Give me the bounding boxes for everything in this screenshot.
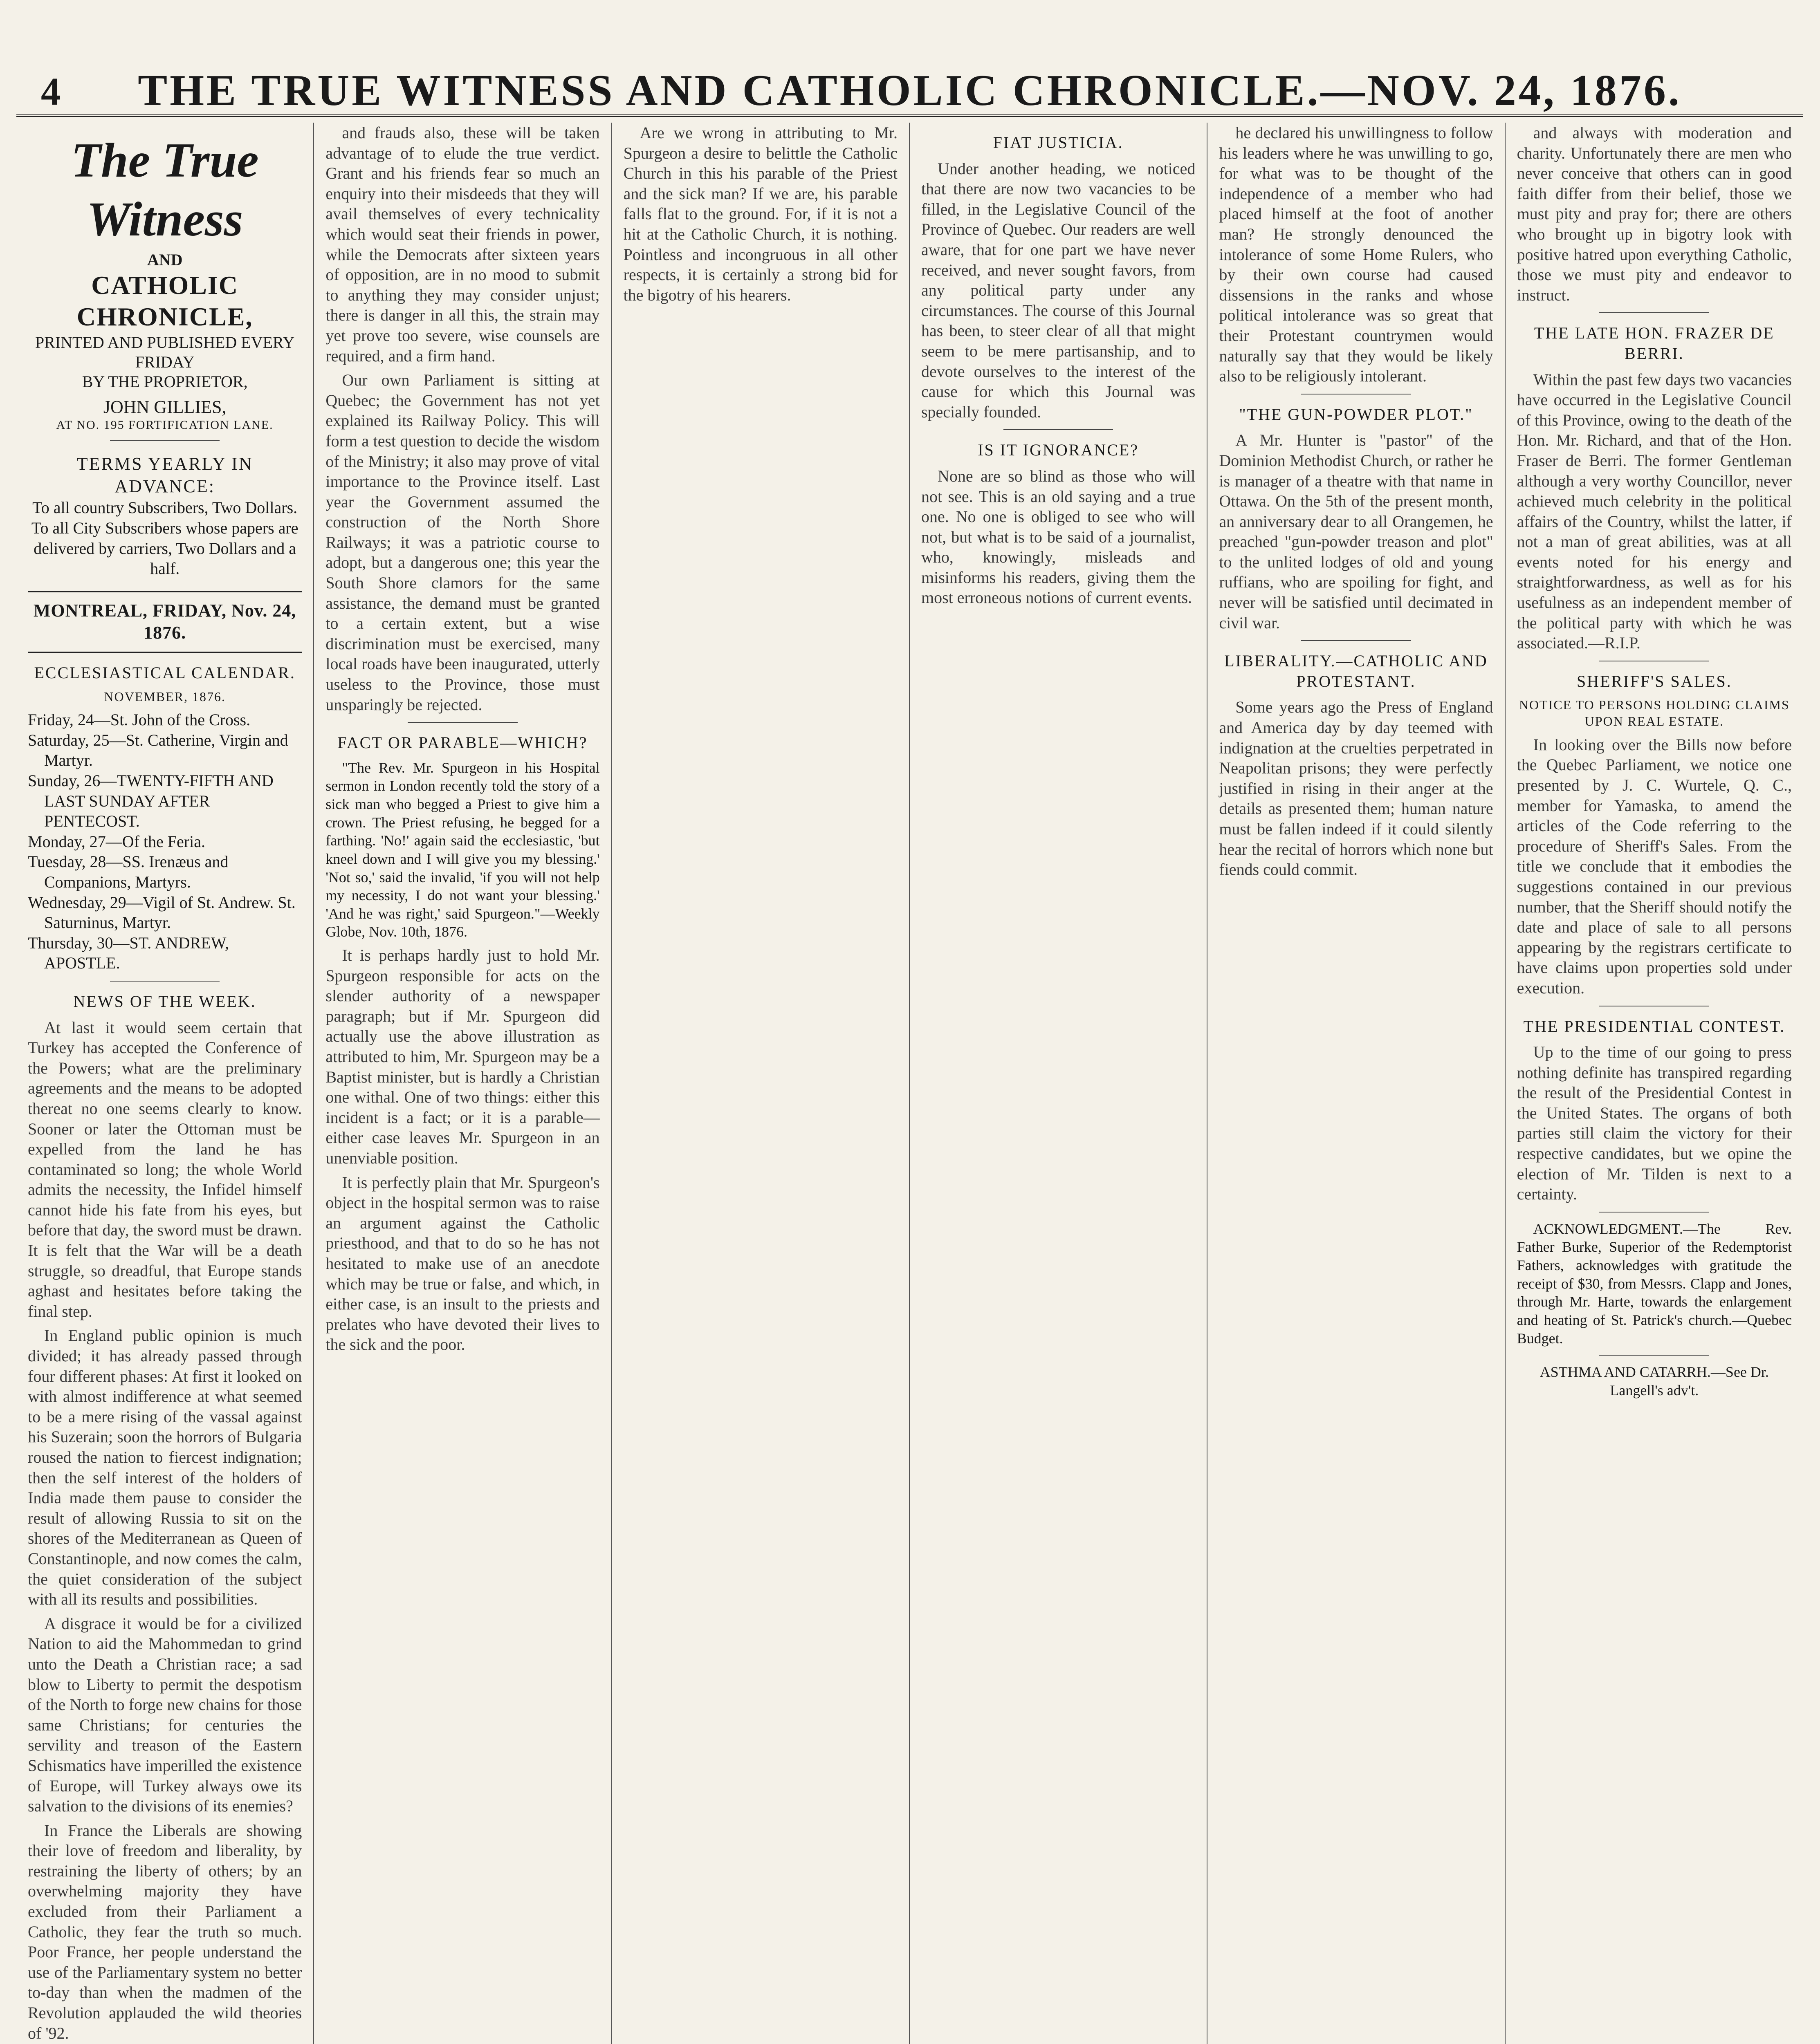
article-body-liberality: [1219, 697, 1493, 879]
article-heading-gunpowder: "THE GUN-POWDER PLOT.": [1239, 405, 1473, 424]
paragraph: It is perfectly plain that Mr. Spurgeon's object in the hospital sermon was to raise an argument against the Catholic priesthood, and that to do so he has not hesitated to make use of an anecdote which may be true or false, and which, in either case, is an insult to the priests and prelates who have devoted their lives to the sick and the poor.: [325, 1173, 600, 1354]
article-body-continued: [624, 123, 898, 305]
proprietor-name: JOHN GILLIES,: [103, 397, 227, 417]
nameplate-subtitle: CATHOLIC CHRONICLE,: [76, 271, 253, 331]
printed-line: PRINTED AND PUBLISHED EVERY FRIDAY: [35, 333, 295, 371]
calendar-entry: Sunday, 26—TWENTY-FIFTH AND LAST SUNDAY AFTER PENTECOST.: [28, 771, 274, 831]
paragraph: At last it would seem certain that Turkey has accepted the Conference of the Powers; what are the preliminary agreements and the means to be adopted thereat no one seems clearly to know. Sooner or later the Ottoman must be expelled from the land he has contaminated so long; the whole World admits the necessity, the Infidel himself cannot hide his fate from his eyes, but before that day, the sword must be drawn. It is felt that the War will be a death struggle, so dreadful, that Europe stands aghast and hesitates before taking the final step.: [28, 1018, 302, 1320]
article-body-ignorance: [921, 466, 1195, 608]
column-1: [16, 123, 314, 2044]
divider: [1599, 312, 1709, 313]
terms-city: To all City Subscribers whose papers are delivered by carriers, Two Dollars and a half.: [31, 519, 298, 578]
nameplate: [28, 131, 302, 433]
nameplate-title: The True Witness: [71, 133, 259, 246]
article-body-contest: [1517, 1042, 1792, 1204]
paragraph: In France the Liberals are showing their love of freedom and liberality, by restraining the liberty of others; by an overwhelming majority they have excluded from their Parliament a Catholic, they fear the truth so much. Poor France, her people understand the use of the Parliamentary system no better to-day than when the madmen of the Revolution applauded the wild theories of '92.: [28, 1821, 302, 2042]
page-number: 4: [41, 69, 61, 113]
article-heading-ignorance: IS IT IGNORANCE?: [978, 441, 1139, 459]
paragraph: he declared his unwillingness to follow his leaders where he was unwilling to go, for what was to be thought of the independence of a member who had placed himself at the foot of another man? He strongly denounced the intolerance of some Home Rulers, who by their own course had caused dissensions in the ranks and whose political intolerance was so great that their Protestant countrymen would naturally say that they would be likely also to be religiously intolerant.: [1219, 123, 1493, 385]
subscription-terms: [28, 453, 302, 578]
divider: [28, 591, 302, 592]
paragraph: and frauds also, these will be taken advantage of to elude the true verdict. Grant and his friends fear so much an enquiry into their misdeeds that they will avail themselves of every technicality which would seat their friends in power, while the Democrats after sixteen years of opposition, are in no mood to submit to anything they may consider unjust; there is danger in all this, the strain may yet prove too severe, wise counsels are required, and a firm hand.: [325, 123, 600, 365]
article-body-news: [28, 1018, 302, 2044]
divider: [408, 722, 517, 723]
paragraph: Up to the time of our going to press nothing definite has transpired regarding the result of the Presidential Contest in the United States. The organs of both parties still claim the victory for their respective candidates, but we opine the election of Mr. Tilden is next to a certainty.: [1517, 1043, 1792, 1204]
calendar-list: [28, 710, 302, 973]
article-heading-news: NEWS OF THE WEEK.: [73, 992, 256, 1011]
article-heading-fact: FACT OR PARABLE—WHICH?: [337, 733, 588, 752]
nameplate-and: AND: [147, 251, 183, 269]
paragraph: Under another heading, we noticed that there are now two vacancies to be filled, in the Legislative Council of the Province of Quebec. Our readers are well aware, that for one part we have never received, and never sought favors, from any political party under any circumstances. The course of this Journal has been, to steer clear of all that might seem to be mere partisanship, and to devote ourselves to the interest of the cause for which this Journal was specially founded.: [921, 159, 1196, 421]
by-line: BY THE PROPRIETOR,: [82, 372, 248, 391]
calendar-heading: ECCLESIASTICAL CALENDAR.: [34, 663, 296, 682]
article-body-continued: [325, 123, 599, 715]
calendar-entry: Friday, 24—St. John of the Cross.: [28, 710, 251, 729]
advertisement-reference: ASTHMA AND CATARRH.—See Dr. Langell's adv't.: [1539, 1364, 1769, 1399]
paragraph: A disgrace it would be for a civilized Nation to aid the Mahommedan to grind unto the Death a Christian race; a sad blow to Liberty to permit the despotism of the North to forge new chains for those same Christians; for centuries the servility and treason of the Eastern Schismatics have imperilled the existence of Europe, will Turkey always owe its salvation to the divisions of its enemies?: [28, 1614, 302, 1815]
sheriff-subheading: NOTICE TO PERSONS HOLDING CLAIMS UPON REAL ESTATE.: [1519, 697, 1790, 729]
article-body-continued: [1517, 123, 1792, 305]
article-heading-fiat: FIAT JUSTICIA.: [993, 133, 1124, 152]
divider: [110, 981, 220, 982]
paragraph: None are so blind as those who will not see. This is an old saying and a true one. No one is obliged to see who will not, but what is to be said of a journalist, who, knowingly, misleads and misinforms his readers, giving them the most erroneous notions of current events.: [921, 466, 1196, 607]
paragraph: In looking over the Bills now before the Quebec Parliament, we notice one presented by J. C. Wurtele, Q. C., member for Yamaska, to amend the articles of the Code referring to the procedure of Sheriff's Sales. From the title we conclude that it embodies the suggestions contained in our previous number, that the Sheriff should notify the date and place of sale to all persons appearing by the registrars certificate to have claims upon properties sold under execution.: [1517, 735, 1792, 997]
divider: [1003, 429, 1113, 430]
article-body-fiat: [921, 159, 1195, 422]
divider: [1301, 640, 1411, 641]
paragraph: Within the past few days two vacancies have occurred in the Legislative Council of this Province, owing to the death of the Hon. Mr. Richard, and that of the Hon. Fraser de Berri. The former Gentleman although a very worthy Councillor, never achieved much celebrity in the political affairs of the Country, whilst the latter, if not a man of great abilities, was at all events noted for his energy and straightforwardness, as well as for his usefulness as an independent member of the political party with which he was associated.—R.I.P.: [1517, 370, 1792, 652]
calendar-entry: Thursday, 30—ST. ANDREW, APOSTLE.: [28, 933, 229, 973]
article-heading-contest: THE PRESIDENTIAL CONTEST.: [1523, 1017, 1786, 1035]
article-body-frazer: [1517, 370, 1792, 653]
newspaper-columns: [16, 123, 1803, 2044]
dateline: MONTREAL, FRIDAY, Nov. 24, 1876.: [33, 600, 296, 643]
paragraph: Some years ago the Press of England and America day by day teemed with indignation at the cruelties perpetrated in Neapolitan prisons; they were perfectly justified in rising in their anger at the details as presented them; human nature must be fallen indeed if it could silently hear the recital of horrors which none but fiends could commit.: [1219, 698, 1493, 879]
calendar-entry: Monday, 27—Of the Feria.: [28, 832, 205, 851]
divider: [1599, 1355, 1709, 1356]
column-4: [910, 123, 1207, 2044]
article-heading-sheriff: SHERIFF'S SALES.: [1576, 672, 1732, 690]
calendar-entry: Wednesday, 29—Vigil of St. Andrew. St. Saturninus, Martyr.: [28, 893, 296, 932]
terms-heading: TERMS YEARLY IN ADVANCE:: [76, 454, 253, 496]
divider: [110, 440, 220, 441]
paragraph: A Mr. Hunter is "pastor" of the Dominion Methodist Church, or rather he is manager of a theatre with that name in Ottawa. On the 5th of the present month, an anniversary dear to all Orangemen, he preached "gun-powder treason and plot" to the unlited lodges of old and young ruffians, who are spoiling for fight, and never will be satisfied until decimated in civil war.: [1219, 431, 1493, 632]
divider: [28, 652, 302, 653]
office-address: AT NO. 195 FORTIFICATION LANE.: [56, 418, 274, 432]
terms-country: To all country Subscribers, Two Dollars.: [32, 498, 298, 517]
calendar-month: NOVEMBER, 1876.: [104, 689, 226, 704]
divider: [1599, 1212, 1709, 1213]
column-6: [1506, 123, 1803, 2044]
paragraph: and always with moderation and charity. Unfortunately there are men who never conceive that others can in good faith differ from their belief, those we must pity and pray for; there are others who brought up in bigotry look with positive hatred upon everything Catholic, those we must pity and endeavor to instruct.: [1517, 123, 1792, 304]
article-heading-frazer: THE LATE HON. FRAZER DE BERRI.: [1534, 324, 1775, 363]
paragraph: It is perhaps hardly just to hold Mr. Spurgeon responsible for acts on the slender authority of a newspaper paragraph; but if Mr. Spurgeon did actually use the above illustration as attributed to him, Mr. Spurgeon may be a Baptist minister, but is hardly a Christian one withal. One of two things: either this incident is a fact; or it is a parable—either case leaves Mr. Spurgeon in an unenviable position.: [325, 946, 600, 1167]
article-heading-liberality: LIBERALITY.—CATHOLIC AND PROTESTANT.: [1224, 652, 1488, 690]
column-3: [612, 123, 910, 2044]
paragraph: Are we wrong in attributing to Mr. Spurgeon a desire to belittle the Catholic Church in this his parable of the Priest and the sick man? If we are, his parable falls flat to the ground. For, if it is not a hit at the Catholic Church, it is nothing. Pointless and incongruous in all other respects, it is certainly a strong bid for the bigotry of his hearers.: [623, 123, 898, 304]
column-5: [1207, 123, 1505, 2044]
spurgeon-quote: "The Rev. Mr. Spurgeon in his Hospital sermon in London recently told the story of a sick man who begged a Priest to give him a crown. The Priest refusing, he begged for a farthing. 'No!' again said the ecclesiastic, 'but kneel down and I will give you my blessing.' 'Not so,' said the invalid, 'if you will not help my necessity, I do not want your blessing.' 'And he was right,' said Spurgeon."—Weekly Globe, Nov. 10th, 1876.: [325, 759, 600, 940]
article-body-fact: [325, 945, 599, 1355]
paragraph: Our own Parliament is sitting at Quebec; the Government has not yet explained its Railway Policy. This will form a test question to decide the wisdom of the Ministry; it also may prove of vital importance to the Province itself. Last year the Government assumed the construction of the North Shore Railways; it was a patriotic course to adopt, but a dangerous one; this year the South Shore clamors for the same assistance, the demand must be granted to a certain extent, but a wise discrimination must be exercised, many local roads have been inaugurated, utterly useless to the Province, those must unsparingly be rejected.: [325, 371, 600, 714]
masthead: [16, 61, 1803, 117]
article-body-sheriff: [1517, 735, 1792, 998]
article-body-continued: [1219, 123, 1493, 386]
column-2: [314, 123, 612, 2044]
paragraph: In England public opinion is much divided; it has already passed through four different phases: At first it looked on with almost indifference at what seemed to be a mere rising of the vassal against his Suzerain; soon the horrors of Bulgaria roused the nation to fiercest indignation; then the self interest of the holders of India made them pause to consider the result of allowing Russia to sit on the shores of the Mediterranean as Queen of Constantinople, and now comes the calm, the quiet consideration of the subject with all its results and possibilities.: [28, 1326, 302, 1609]
article-body-gunpowder: [1219, 430, 1493, 633]
masthead-title: THE TRUE WITNESS AND CATHOLIC CHRONICLE.—NOV. 24, 1876.: [138, 66, 1682, 115]
calendar-entry: Tuesday, 28—SS. Irenæus and Companions, Martyrs.: [28, 852, 229, 891]
acknowledgment-notice: ACKNOWLEDGMENT.—The Rev. Father Burke, Superior of the Redemptorist Fathers, acknowledges with gratitude the receipt of $30, from Messrs. Clapp and Jones, through Mr. Harte, towards the enlargement and heating of St. Patrick's church.—Quebec Budget.: [1517, 1220, 1792, 1347]
calendar-entry: Saturday, 25—St. Catherine, Virgin and Martyr.: [28, 731, 288, 770]
